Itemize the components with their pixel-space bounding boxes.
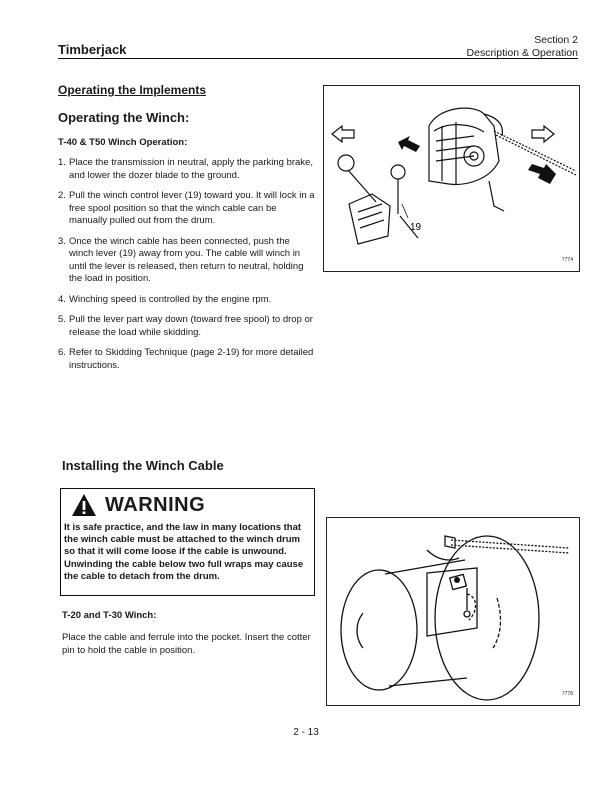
winch-subheading: T-40 & T50 Winch Operation: [58, 137, 188, 148]
list-item: 4. Winching speed is controlled by the engine rpm. [58, 293, 272, 305]
winch-lever-illustration [324, 86, 579, 271]
list-item: 1. Place the transmission in neutral, apply the parking brake, and lower the dozer blade to the ground. [58, 157, 313, 181]
warning-text: It is safe practice, and the law in many locations that the winch cable must be attached to the winch drum so that it will come loose if the cable is unwound. Unwinding the cable below two full wraps may cause the cable to detach from the drum. [64, 522, 304, 582]
steps-list [58, 157, 316, 380]
t20-heading: T-20 and T-30 Winch: [62, 610, 157, 621]
warning-triangle-icon [71, 493, 97, 517]
section-title: Description & Operation [466, 47, 578, 59]
list-item: 2. Pull the winch control lever (19) toward you. It will lock in a free spool position so that the winch cable can be manually pulled out from the drum. [58, 190, 315, 226]
winch-drum-figure [326, 517, 580, 706]
winch-lever-figure [323, 85, 580, 272]
figure-number: 7774 [561, 257, 573, 263]
page-number: 2 - 13 [293, 727, 319, 738]
t20-paragraph: Place the cable and ferrule into the pocket. Insert the cotter pin to hold the cable in position. [62, 632, 311, 656]
section-number: Section 2 [534, 34, 578, 46]
winch-drum-illustration [327, 518, 579, 705]
warning-header [71, 493, 205, 517]
figure-number: 7778 [561, 691, 573, 697]
winch-heading: Operating the Winch: [58, 110, 190, 125]
install-heading: Installing the Winch Cable [62, 458, 224, 473]
list-item: 6. Refer to Skidding Technique (page 2-19) for more detailed instructions. [58, 347, 314, 371]
brand-name: Timberjack [58, 42, 127, 57]
list-item: 5. Pull the lever part way down (toward free spool) to drop or release the load while skidding. [58, 314, 313, 338]
warning-box [60, 488, 315, 596]
header-rule [58, 58, 578, 59]
list-item: 3. Once the winch cable has been connected, push the winch lever (19) away from you. The cable will winch in until the lever is released, then return to neutral, holding the load in position. [58, 235, 304, 284]
warning-title: WARNING [105, 493, 206, 516]
section-header [467, 34, 578, 60]
callout-19: 19 [410, 222, 422, 233]
section-heading: Operating the Implements [58, 83, 207, 97]
